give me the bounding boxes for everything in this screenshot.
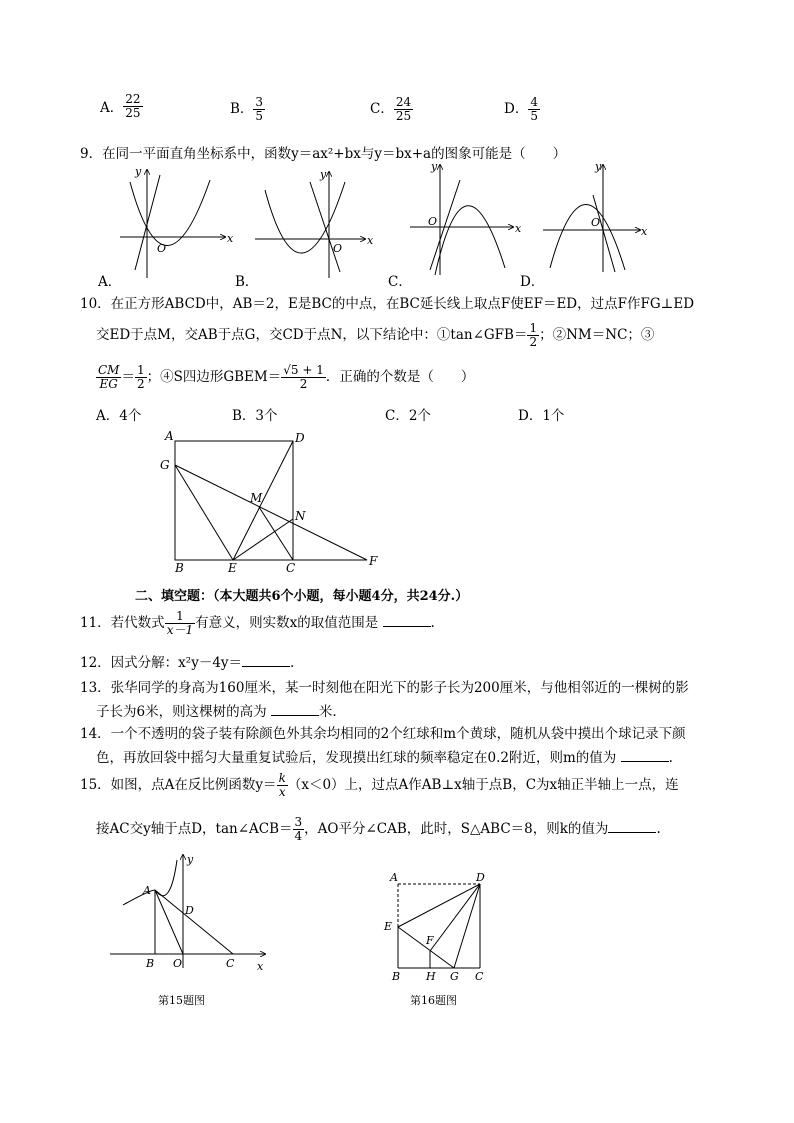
point-a: A [390, 871, 398, 884]
q10-option-d: D．1个 [518, 408, 565, 424]
axis-y-label: y [187, 853, 194, 866]
figure-15-caption: 第15题图 [158, 994, 205, 1007]
point-h: H [426, 970, 436, 983]
q10-option-a: A．4个 [96, 408, 142, 424]
origin-label: O [428, 215, 438, 228]
axis-x-label: x [257, 960, 264, 973]
point-b: B [175, 561, 184, 573]
q9-stem: 9．在同一平面直角坐标系中，函数y＝ax²+bx与y＝bx+a的图象可能是（ ） [80, 146, 567, 162]
q10-line3: $\frac{CM}{EG}$ ＝ $\frac{1}{2}$ ；④S四边形GBEM＝ $\frac{√5 + 1}{2}$ ．正确的个数是（ ） [98, 363, 475, 392]
point-d: D [476, 871, 485, 884]
axis-x-label: x [227, 232, 234, 245]
point-c: C [286, 561, 296, 573]
q9-graph-b [255, 168, 374, 278]
axis-y-label: y [431, 160, 438, 173]
q15-line2: 接AC交y轴于点D，tan∠ACB＝ $\frac{3}{4}$ ，AO平分∠CAB，此时，S△ABC＝8，则k的值为 . [96, 815, 661, 844]
q11: 11．若代数式 $\frac{1}{x-1}$ 有意义，则实数x的取值范围是 . [80, 609, 435, 638]
point-a: A [143, 884, 151, 897]
figure-16 [380, 864, 500, 984]
q10-option-b: B．3个 [232, 408, 278, 424]
axis-x-label: x [515, 222, 522, 235]
q10-square-figure [155, 428, 385, 573]
section-2-heading: 二、填空题：（本大题共6个小题，每小题4分，共24分.） [135, 589, 469, 604]
point-c: C [226, 957, 235, 970]
q13-line2: 子长为6米，则这棵树的高为 米. [96, 704, 337, 720]
q9-graph-d [543, 160, 648, 272]
q8-option-b: B． $\frac{3}{5}$ [230, 95, 264, 124]
point-e: E [384, 920, 393, 933]
q10-line2: 交ED于点M，交AB于点G，交CD于点N，以下结论中：①tan∠GFB＝ $\frac{1}{2}$ ；②NM＝NC；③ [96, 321, 655, 350]
q10-line1: 10．在正方形ABCD中，AB＝2，E是BC的中点，在BC延长线上取点F使EF＝ED，过点F作FG⊥ED [80, 296, 695, 312]
q14-answer-blank[interactable] [621, 749, 669, 762]
axis-x-label: x [367, 234, 374, 247]
q8-option-a: A． $\frac{22}{25}$ [100, 91, 141, 120]
figure-15 [105, 850, 275, 975]
point-b: B [392, 970, 401, 983]
axis-x-label: x [641, 225, 648, 238]
point-m: M [250, 491, 263, 505]
point-c: C [475, 970, 484, 983]
q12: 12．因式分解：x²y－4y＝ . [80, 655, 295, 671]
origin-label: O [157, 242, 167, 255]
point-f: F [426, 934, 434, 947]
q13-answer-blank[interactable] [271, 703, 319, 716]
point-o: O [173, 957, 183, 970]
q11-answer-blank[interactable] [383, 614, 431, 627]
q12-answer-blank[interactable] [242, 654, 290, 667]
point-g: G [160, 458, 170, 472]
q14-line1: 14．一个不透明的袋子装有除颜色外其余均相同的2个红球和m个黄球，随机从袋中摸出个球记录下颜 [80, 726, 686, 742]
q14-line2: 色，再放回袋中摇匀大量重复试验后，发现摸出红球的频率稳定在0.2附近，则m的值为 . [96, 750, 673, 766]
q9-label-c: C． [388, 274, 412, 290]
point-d: D [185, 904, 194, 917]
q9-graph-a [120, 165, 234, 278]
axis-y-label: y [320, 168, 327, 181]
point-f: F [369, 554, 378, 568]
q15-answer-blank[interactable] [608, 820, 656, 833]
point-b: B [146, 957, 155, 970]
point-a: A [165, 429, 174, 443]
q10-option-c: C．2个 [385, 408, 431, 424]
axis-y-label: y [595, 160, 602, 173]
q9-label-d: D． [520, 274, 545, 290]
point-g: G [450, 970, 459, 983]
point-d: D [295, 431, 305, 445]
q15-line1: 15．如图，点A在反比例函数y＝ $\frac{k}{x}$ （x＜0）上，过点A作AB⊥x轴于点B，C为x轴正半轴上一点，连 [80, 771, 679, 800]
figure-16-caption: 第16题图 [410, 994, 457, 1007]
axis-y-label: y [135, 165, 142, 178]
q9-graphs [95, 160, 655, 285]
q8-option-d: D． $\frac{4}{5}$ [504, 95, 538, 124]
q9-label-b: B． [235, 274, 259, 290]
point-n: N [295, 509, 306, 523]
q9-graph-c [410, 160, 522, 275]
q9-label-a: A． [98, 274, 122, 290]
q8-option-c: C． $\frac{24}{25}$ [370, 95, 412, 124]
q13-line1: 13．张华同学的身高为160厘米，某一时刻他在阳光下的影子长为200厘米，与他相邻近的一棵树的影 [80, 680, 689, 696]
point-e: E [228, 561, 237, 573]
origin-label: O [591, 216, 601, 229]
origin-label: O [333, 242, 343, 255]
